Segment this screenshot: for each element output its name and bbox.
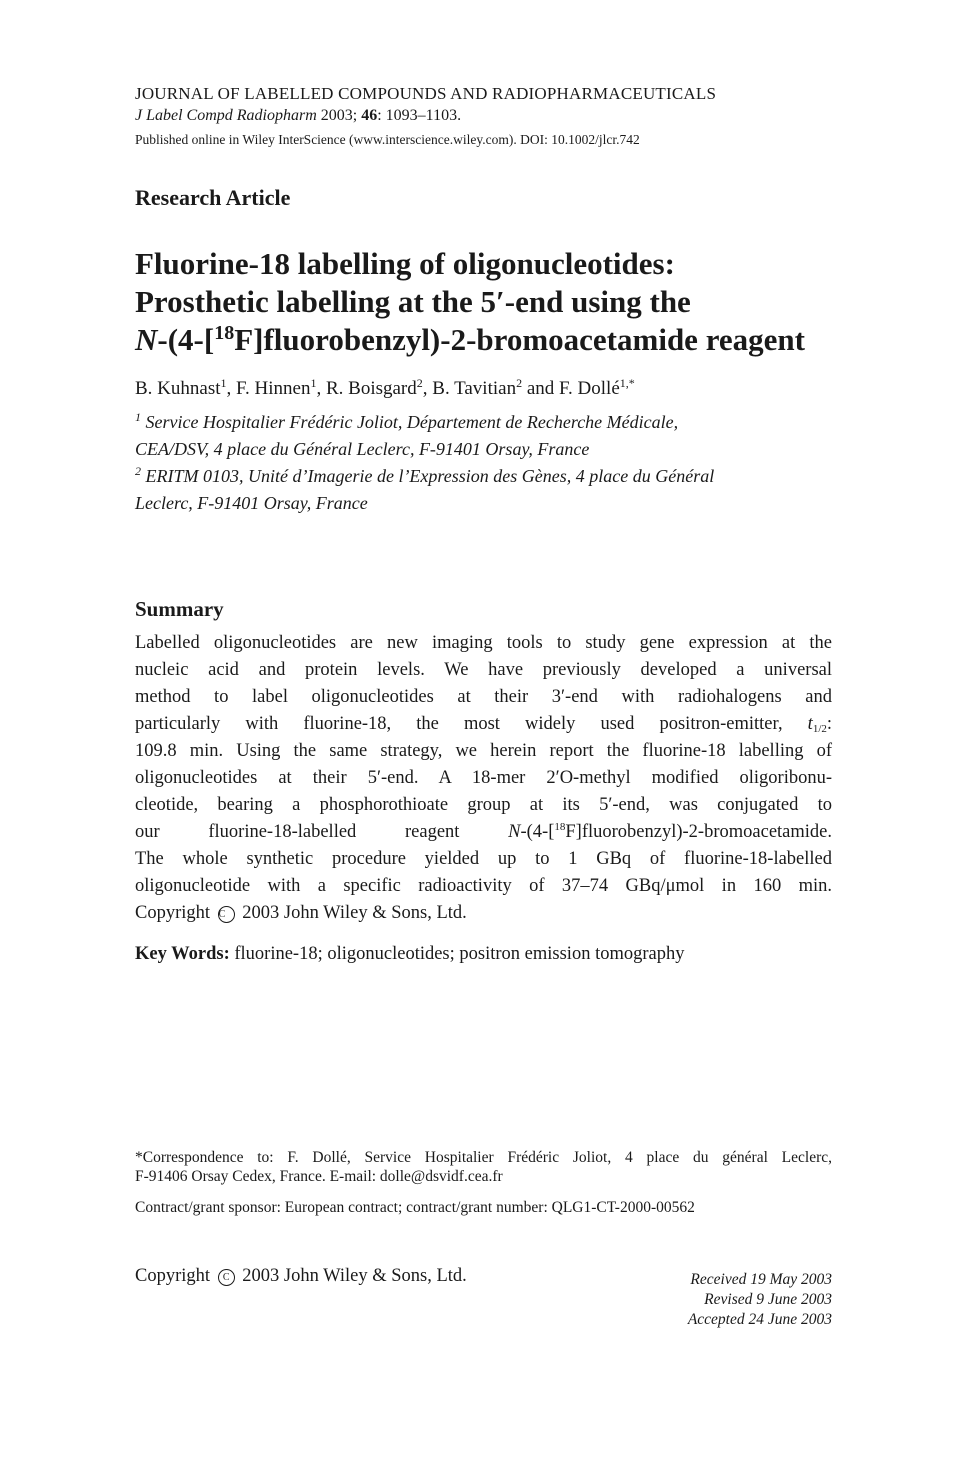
summary-line xyxy=(135,711,832,738)
publication-info: Published online in Wiley InterScience (www.interscience.wiley.com). DOI: 10.1002/jlcr.742 xyxy=(135,132,640,147)
article-dates xyxy=(688,1270,832,1330)
summary-text: : xyxy=(826,714,833,734)
footnote-line: *Correspondence to: F. Dollé, Service Hospitalier Frédéric Joliot, 4 place du général Leclerc, xyxy=(135,1149,832,1166)
author-affiliation-mark: 1 xyxy=(220,376,227,390)
affiliation-line: Leclerc, F-91401 Orsay, France xyxy=(135,493,368,513)
summary-text: 2003 John Wiley & Sons, Ltd. xyxy=(242,903,467,923)
half-life-symbol: t xyxy=(807,714,813,734)
author-affiliation-mark: 2 xyxy=(516,376,523,390)
footnote-line: F-91406 Orsay Cedex, France. E-mail: dolle@dsvidf.cea.fr xyxy=(135,1168,503,1185)
paper-title xyxy=(135,245,855,359)
copyright-icon: C xyxy=(218,906,235,923)
copyright-notice xyxy=(135,1266,467,1287)
summary-body xyxy=(135,630,832,927)
author-name: , R. Boisgard xyxy=(316,378,417,399)
article-type: Research Article xyxy=(135,185,291,210)
summary-line xyxy=(135,900,832,927)
author-affiliation-mark: 1,* xyxy=(619,376,635,390)
summary-text: F]fluorobenzyl)-2-bromoacetamide. xyxy=(565,822,832,842)
title-line-1: Fluorine-18 labelling of oligonucleotides: xyxy=(135,246,675,281)
copyright-text: Copyright xyxy=(135,1266,211,1286)
affiliation-line xyxy=(135,463,835,490)
copyright-icon: C xyxy=(218,1269,235,1286)
summary-text: our fluorine-18-labelled reagent xyxy=(135,822,460,842)
citation-year: 2003; xyxy=(320,107,358,124)
correspondence-footnote xyxy=(135,1148,832,1186)
summary-line xyxy=(135,819,832,846)
half-life-subscript: 1/2 xyxy=(812,723,827,735)
affiliation-2 xyxy=(135,463,835,517)
affiliation-text: Service Hospitalier Frédéric Joliot, Département de Recherche Médicale, xyxy=(141,412,679,432)
author-name: , F. Hinnen xyxy=(226,378,311,399)
title-part: -(4-[ xyxy=(157,322,215,357)
accepted-date: Accepted 24 June 2003 xyxy=(687,1311,832,1328)
citation-volume: 46 xyxy=(361,107,378,124)
received-date: Received 19 May 2003 xyxy=(690,1271,832,1288)
reagent-name xyxy=(508,822,832,842)
summary-line: nucleic acid and protein levels. We have previously developed a universal xyxy=(135,660,832,680)
summary-heading: Summary xyxy=(135,597,224,621)
summary-superscript: 18 xyxy=(554,821,566,833)
journal-name: JOURNAL OF LABELLED COMPOUNDS AND RADIOPHARMACEUTICALS xyxy=(135,84,717,103)
summary-line: The whole synthetic procedure yielded up to 1 GBq of fluorine-18-labelled xyxy=(135,849,832,869)
title-line-3 xyxy=(135,321,855,359)
title-part: F]fluorobenzyl)-2-bromoacetamide reagent xyxy=(234,322,805,357)
grant-footnote: Contract/grant sponsor: European contract; contract/grant number: QLG1-CT-2000-00562 xyxy=(135,1199,695,1216)
summary-line: 109.8 min. Using the same strategy, we herein report the fluorine-18 labelling of xyxy=(135,741,832,761)
keywords-text: fluorine-18; oligonucleotides; positron emission tomography xyxy=(229,944,685,964)
citation-line xyxy=(135,107,461,125)
summary-text: particularly with fluorine-18, the most widely used positron-emitter, xyxy=(135,714,783,734)
keywords-label: Key Words: xyxy=(135,944,230,964)
summary-italic-n: N xyxy=(508,822,521,842)
journal-abbrev: J Label Compd Radiopharm xyxy=(135,107,317,124)
affiliation-text: ERITM 0103, Unité d’Imagerie de l’Expression des Gènes, 4 place du Général xyxy=(141,466,715,486)
summary-text: -(4-[ xyxy=(520,822,555,842)
keywords xyxy=(135,944,684,965)
author-name: B. Kuhnast xyxy=(135,378,221,399)
summary-line: method to label oligonucleotides at their 3′-end with radiohalogens and xyxy=(135,687,832,707)
title-superscript: 18 xyxy=(214,322,235,344)
title-italic-n: N xyxy=(135,322,158,357)
revised-date: Revised 9 June 2003 xyxy=(704,1291,832,1308)
copyright-text: 2003 John Wiley & Sons, Ltd. xyxy=(242,1266,467,1286)
citation-pages: : 1093–1103. xyxy=(377,107,462,124)
author-name: , B. Tavitian xyxy=(422,378,517,399)
affiliation-number: 1 xyxy=(135,410,141,424)
affiliation-line: CEA/DSV, 4 place du Général Leclerc, F-91401 Orsay, France xyxy=(135,439,590,459)
summary-line: oligonucleotide with a specific radioactivity of 37–74 GBq/μmol in 160 min. xyxy=(135,876,832,896)
affiliation-1 xyxy=(135,409,835,463)
author-list xyxy=(135,378,635,400)
summary-line: Labelled oligonucleotides are new imaging tools to study gene expression at the xyxy=(135,633,832,653)
author-name: and F. Dollé xyxy=(522,378,620,399)
summary-line: oligonucleotides at their 5′-end. A 18-mer 2′O-methyl modified oligoribonu- xyxy=(135,768,832,788)
summary-text: Copyright xyxy=(135,903,211,923)
summary-line: cleotide, bearing a phosphorothioate group at its 5′-end, was conjugated to xyxy=(135,795,832,815)
title-line-2: Prosthetic labelling at the 5′-end using the xyxy=(135,284,691,319)
author-affiliation-mark: 1 xyxy=(310,376,317,390)
affiliation-line xyxy=(135,409,835,436)
affiliation-number: 2 xyxy=(135,464,141,478)
author-affiliation-mark: 2 xyxy=(416,376,423,390)
